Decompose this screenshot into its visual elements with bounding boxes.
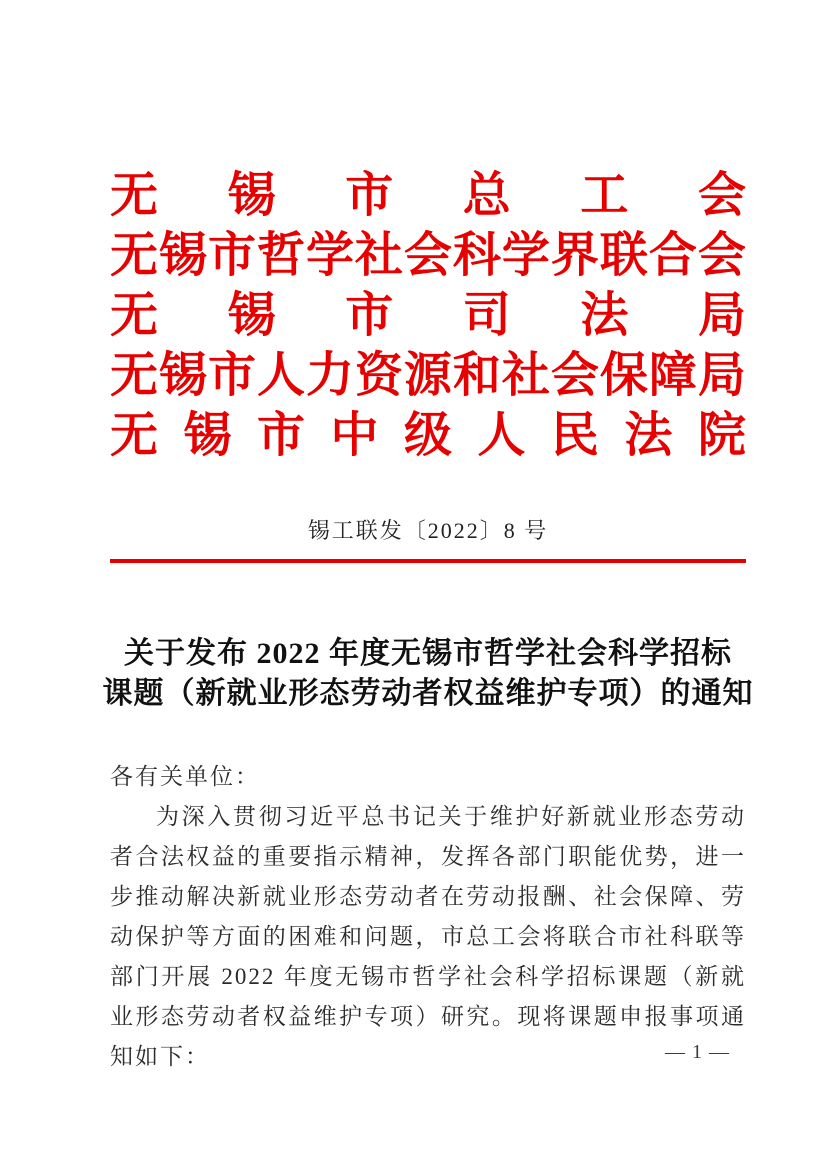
org-name-line-5: 无 锡 市 中 级 人 民 法 院: [110, 409, 746, 462]
salutation: 各有关单位：: [110, 764, 260, 789]
notice-body: [110, 757, 746, 1077]
document-number: 锡工联发〔2022〕8 号: [307, 518, 549, 543]
red-separator-line: [110, 559, 746, 563]
notice-title-line-1: 关于发布 2022 年度无锡市哲学社会科学招标: [124, 637, 732, 670]
body-paragraph: 为深入贯彻习近平总书记关于维护好新就业形态劳动者合法权益的重要指示精神，发挥各部门职能优势，进一步推动解决新就业形态劳动者在劳动报酬、社会保障、劳动保护等方面的困难和问题，市总工会将联合市社科联等部门开展 2022 年度无锡市哲学社会科学招标课题（新就业形态劳动者权益维护专项）研究。现将课题申报事项通知如下：: [110, 804, 746, 1069]
notice-title: [100, 634, 756, 714]
red-header-org-block: [110, 166, 746, 466]
org-name-line-1: 无 锡 市 总 工 会: [110, 169, 746, 222]
org-name-line-4: 无 锡 市 人 力 资 源 和 社 会 保 障 局: [110, 349, 746, 402]
org-name-line-2: 无 锡 市 哲 学 社 会 科 学 界 联 合 会: [110, 229, 746, 282]
notice-title-line-2: 课题（新就业形态劳动者权益维护专项）的通知: [102, 677, 754, 710]
org-name-line-3: 无 锡 市 司 法 局: [110, 289, 746, 342]
page-number: — 1 —: [665, 1041, 730, 1063]
